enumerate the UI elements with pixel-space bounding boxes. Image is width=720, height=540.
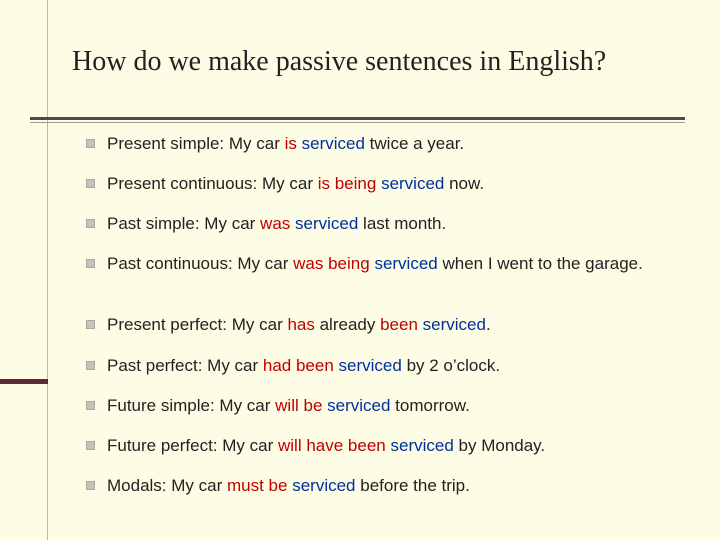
sentence-text: before the trip. (355, 476, 470, 495)
auxiliary-verb: will have been (278, 436, 386, 455)
square-bullet-icon (86, 219, 95, 228)
title-underline-thin (30, 122, 685, 123)
sentence-text: Past continuous: My car (107, 254, 294, 273)
square-bullet-icon (86, 401, 95, 410)
past-participle: serviced (301, 134, 365, 153)
past-participle: serviced (327, 396, 391, 415)
sentence-text: Future perfect: My car (107, 436, 278, 455)
title-underline (30, 117, 685, 120)
auxiliary-verb: is being (317, 174, 377, 193)
sentence-text: Present continuous: My car (107, 174, 318, 193)
auxiliary-verb: was (260, 214, 291, 233)
past-participle: serviced (295, 214, 359, 233)
auxiliary-verb: been (380, 315, 418, 334)
left-margin-rule (47, 0, 48, 540)
sentence-text: last month. (358, 214, 447, 233)
square-bullet-icon (86, 320, 95, 329)
bullet-item (86, 173, 707, 194)
sentence-text: Past perfect: My car (107, 356, 263, 375)
sentence-text: Present perfect: My car (107, 315, 288, 334)
past-participle: serviced (381, 174, 445, 193)
bullet-item (86, 253, 707, 274)
auxiliary-verb: had been (262, 356, 334, 375)
sentence-text: Past simple: My car (107, 214, 261, 233)
past-participle: serviced (338, 356, 402, 375)
bullet-item (86, 435, 707, 456)
auxiliary-verb: was being (293, 254, 370, 273)
bullet-item (86, 213, 707, 234)
sentence-text: by Monday. (453, 436, 546, 455)
bullet-item (86, 355, 707, 376)
sentence-text: already (314, 315, 381, 334)
square-bullet-icon (86, 139, 95, 148)
square-bullet-icon (86, 481, 95, 490)
auxiliary-verb: must be (226, 476, 288, 495)
square-bullet-icon (86, 259, 95, 268)
sentence-text: Present simple: My car (107, 134, 285, 153)
bullet-item (86, 395, 707, 416)
past-participle: serviced (422, 315, 486, 334)
past-participle: serviced (374, 254, 438, 273)
sentence-text: Future simple: My car (107, 396, 276, 415)
left-accent-bar (0, 379, 48, 384)
sentence-text: now. (444, 174, 485, 193)
past-participle: serviced (292, 476, 356, 495)
auxiliary-verb: will be (275, 396, 323, 415)
auxiliary-verb: has (287, 315, 315, 334)
square-bullet-icon (86, 441, 95, 450)
auxiliary-verb: is (284, 134, 297, 153)
sentence-text: tomorrow. (390, 396, 470, 415)
bullet-item (86, 475, 707, 496)
sentence-text: twice a year. (364, 134, 465, 153)
square-bullet-icon (86, 179, 95, 188)
sentence-text: when I went to the garage. (437, 254, 643, 273)
square-bullet-icon (86, 361, 95, 370)
sentence-text: Modals: My car (107, 476, 227, 495)
slide-title: How do we make passive sentences in English? (72, 46, 607, 77)
sentence-text: . (485, 315, 491, 334)
past-participle: serviced (390, 436, 454, 455)
bullet-item (86, 133, 707, 154)
sentence-text: by 2 o’clock. (401, 356, 501, 375)
bullet-item (86, 314, 707, 335)
